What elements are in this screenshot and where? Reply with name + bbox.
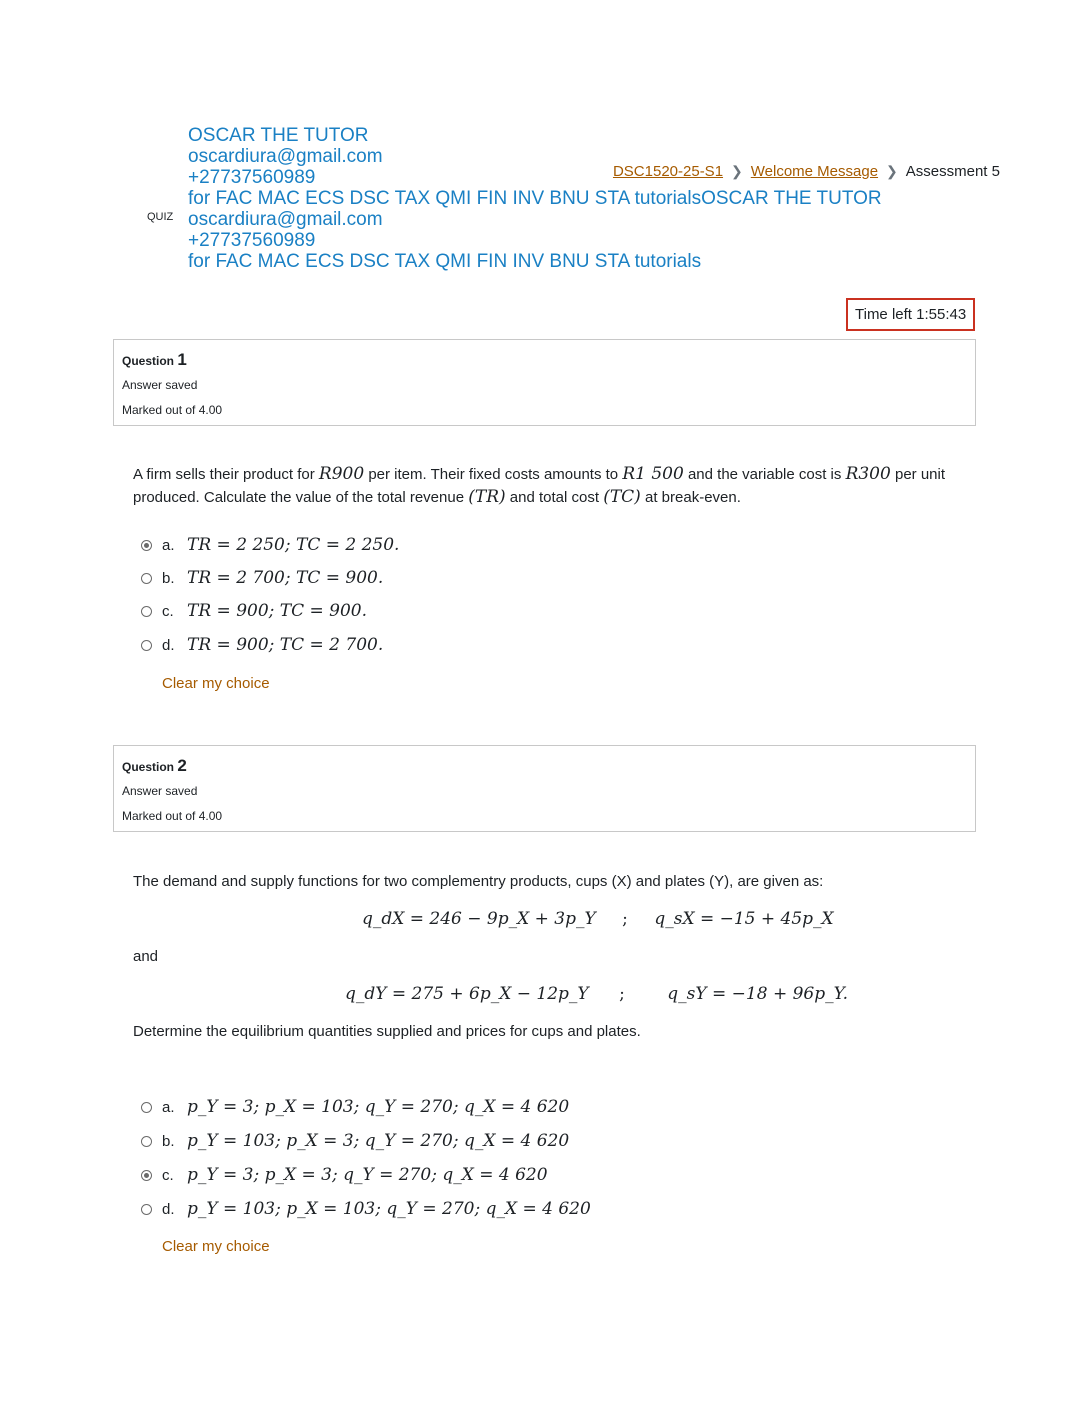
qtext-part: per item. Their fixed costs amounts to bbox=[364, 466, 623, 483]
watermark-line: for FAC MAC ECS DSC TAX QMI FIN INV BNU STA tutorials bbox=[188, 251, 702, 272]
option-letter: a. bbox=[162, 1098, 175, 1116]
watermark-line: +27737560989 bbox=[188, 167, 316, 188]
equation-demand-y: q_dY = 275 + 6p_X − 12p_Y bbox=[345, 984, 589, 1004]
question-label: Question bbox=[122, 354, 175, 368]
watermark-block bbox=[188, 125, 882, 272]
qtext-part: and the variable cost is bbox=[683, 466, 846, 483]
question-label: Question bbox=[122, 760, 175, 774]
radio-icon[interactable] bbox=[141, 1204, 152, 1215]
question-grade: Marked out of 4.00 bbox=[122, 809, 223, 823]
qtext-math: R300 bbox=[845, 464, 891, 484]
answer-option-b[interactable] bbox=[141, 1131, 569, 1151]
chevron-right-icon: ❯ bbox=[886, 163, 898, 179]
clear-choice-link[interactable]: Clear my choice bbox=[162, 1238, 270, 1255]
question-grade: Marked out of 4.00 bbox=[122, 403, 223, 417]
watermark-line: oscardiura@gmail.com bbox=[188, 146, 383, 167]
option-text: TR = 900; TC = 2 700. bbox=[187, 635, 384, 655]
watermark-line: oscardiura@gmail.com bbox=[188, 209, 383, 230]
qtext-part: at break-even. bbox=[640, 489, 741, 506]
question-state: Answer saved bbox=[122, 784, 198, 798]
option-letter: a. bbox=[162, 536, 175, 554]
option-text: p_Y = 3; p_X = 3; q_Y = 270; q_X = 4 620 bbox=[187, 1165, 548, 1185]
question-2-prompt: Determine the equilibrium quantities supplied and prices for cups and plates. bbox=[133, 1023, 641, 1040]
answer-option-d[interactable] bbox=[141, 635, 383, 655]
radio-checked-icon[interactable] bbox=[141, 540, 152, 551]
chevron-right-icon: ❯ bbox=[731, 163, 743, 179]
question-1-text bbox=[133, 463, 953, 509]
watermark-line: for FAC MAC ECS DSC TAX QMI FIN INV BNU STA tutorialsOSCAR THE TUTOR bbox=[188, 188, 882, 209]
breadcrumb-current: Assessment 5 bbox=[905, 163, 1000, 180]
answer-option-a[interactable] bbox=[141, 535, 399, 555]
question-state: Answer saved bbox=[122, 378, 198, 392]
radio-icon[interactable] bbox=[141, 573, 152, 584]
equation-supply-x: q_sX = −15 + 45p_X bbox=[654, 909, 834, 929]
equation-demand-x: q_dX = 246 − 9p_X + 3p_Y bbox=[362, 909, 596, 929]
breadcrumb-section-link[interactable]: Welcome Message bbox=[750, 163, 879, 180]
qtext-math: R900 bbox=[318, 464, 365, 484]
clear-choice-link[interactable]: Clear my choice bbox=[162, 675, 270, 692]
qtext-part: and total cost bbox=[505, 489, 604, 506]
question-2-intro: The demand and supply functions for two complementry products, cups (X) and plates (Y), are given as: bbox=[133, 873, 824, 890]
question-2-info bbox=[113, 745, 976, 832]
radio-icon[interactable] bbox=[141, 640, 152, 651]
quiz-timer: Time left 1:55:43 bbox=[846, 298, 975, 331]
question-number: 1 bbox=[177, 350, 187, 369]
equation-row-2 bbox=[345, 984, 848, 1004]
quiz-label: QUIZ bbox=[147, 211, 174, 223]
option-text: p_Y = 103; p_X = 103; q_Y = 270; q_X = 4 620 bbox=[187, 1199, 591, 1219]
option-text: TR = 2 250; TC = 2 250. bbox=[187, 535, 400, 555]
radio-icon[interactable] bbox=[141, 1102, 152, 1113]
and-text: and bbox=[133, 948, 159, 965]
breadcrumb-course-link[interactable]: DSC1520-25-S1 bbox=[612, 163, 724, 180]
qtext-part: per unit bbox=[890, 466, 946, 483]
breadcrumb bbox=[613, 163, 1000, 180]
equation-separator: ; bbox=[619, 984, 625, 1004]
option-letter: b. bbox=[162, 1132, 175, 1150]
option-text: TR = 900; TC = 900. bbox=[187, 601, 368, 621]
answer-option-d[interactable] bbox=[141, 1199, 591, 1219]
answer-option-c[interactable] bbox=[141, 601, 367, 621]
answer-option-a[interactable] bbox=[141, 1097, 569, 1117]
qtext-math: (TR) bbox=[468, 487, 506, 507]
qtext-math: R1 500 bbox=[622, 464, 684, 484]
equation-row-1 bbox=[362, 909, 834, 929]
radio-icon[interactable] bbox=[141, 606, 152, 617]
answer-option-b[interactable] bbox=[141, 568, 383, 588]
answer-option-c[interactable] bbox=[141, 1165, 548, 1185]
option-letter: c. bbox=[162, 1166, 174, 1184]
equation-supply-y: q_sY = −18 + 96p_Y. bbox=[667, 984, 849, 1004]
question-1-info bbox=[113, 339, 976, 426]
option-letter: d. bbox=[162, 636, 175, 654]
question-number: 2 bbox=[177, 756, 187, 775]
option-letter: c. bbox=[162, 602, 174, 620]
radio-checked-icon[interactable] bbox=[141, 1170, 152, 1181]
radio-icon[interactable] bbox=[141, 1136, 152, 1147]
option-text: TR = 2 700; TC = 900. bbox=[187, 568, 384, 588]
qtext-part: A firm sells their product for bbox=[133, 466, 319, 483]
qtext-math: (TC) bbox=[603, 487, 641, 507]
option-letter: b. bbox=[162, 569, 175, 587]
option-text: p_Y = 103; p_X = 3; q_Y = 270; q_X = 4 620 bbox=[187, 1131, 570, 1151]
watermark-line: OSCAR THE TUTOR bbox=[188, 125, 369, 146]
equation-separator: ; bbox=[622, 909, 628, 929]
option-letter: d. bbox=[162, 1200, 175, 1218]
option-text: p_Y = 3; p_X = 103; q_Y = 270; q_X = 4 620 bbox=[187, 1097, 570, 1117]
watermark-line: +27737560989 bbox=[188, 230, 316, 251]
qtext-part: produced. Calculate the value of the total revenue bbox=[133, 489, 469, 506]
